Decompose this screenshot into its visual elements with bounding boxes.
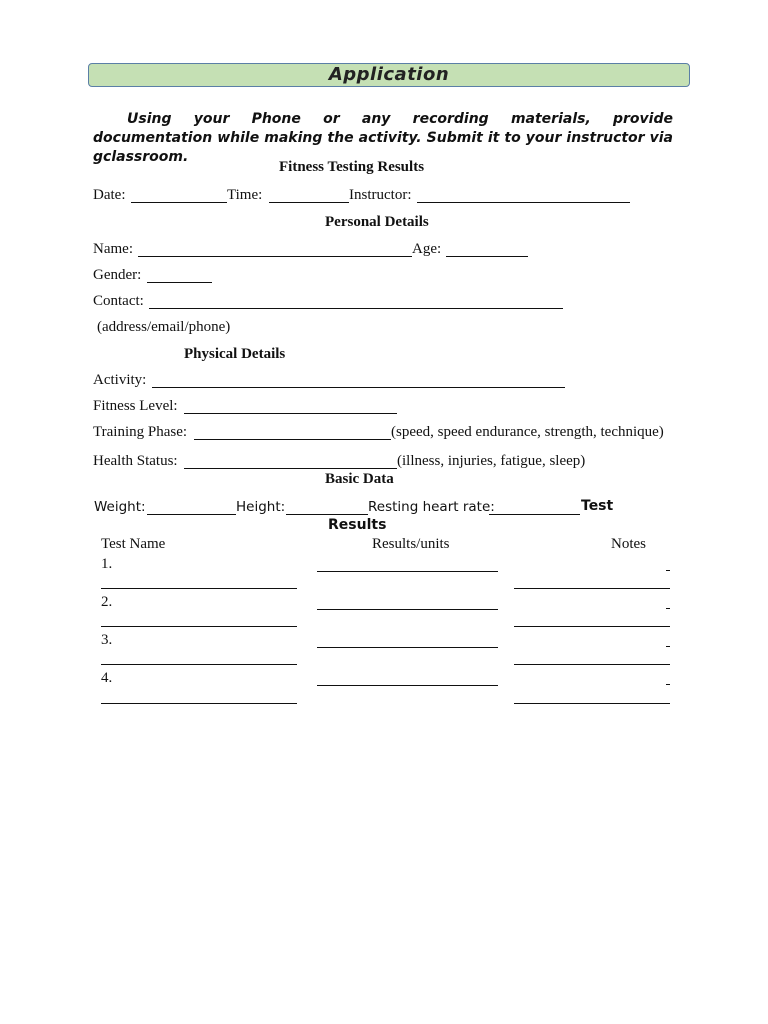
row-2-test-name-field[interactable] bbox=[101, 626, 297, 627]
row-number-4: 4. bbox=[101, 670, 113, 686]
training-phase-hint: (speed, speed endurance, strength, technique) bbox=[391, 424, 664, 440]
title-banner bbox=[88, 63, 690, 87]
instructor-label: Instructor: bbox=[349, 187, 412, 203]
row-4-notes-field[interactable] bbox=[514, 703, 670, 704]
row-3-test-name-field[interactable] bbox=[101, 664, 297, 665]
activity-field[interactable] bbox=[152, 387, 565, 388]
date-field[interactable] bbox=[131, 202, 227, 203]
gender-field[interactable] bbox=[147, 282, 212, 283]
row-4-test-name-field[interactable] bbox=[101, 703, 297, 704]
contact-field[interactable] bbox=[149, 308, 563, 309]
row-number-3: 3. bbox=[101, 632, 113, 648]
row-4-notes-tick bbox=[666, 684, 670, 685]
row-1-notes-tick bbox=[666, 570, 670, 571]
age-label: Age: bbox=[412, 241, 442, 257]
heading-physical-details: Physical Details bbox=[184, 346, 286, 362]
row-4-results-field[interactable] bbox=[317, 685, 498, 686]
instructions-text: Using your Phone or any recording materials, provide documentation while making the activity. Submit it to your instructor via gclassroom. bbox=[93, 111, 673, 165]
resting-heart-rate-field[interactable] bbox=[489, 514, 580, 515]
column-header-results-units: Results/units bbox=[372, 536, 450, 552]
time-field[interactable] bbox=[269, 202, 349, 203]
activity-label: Activity: bbox=[93, 372, 147, 388]
instructor-field[interactable] bbox=[417, 202, 630, 203]
row-2-notes-tick bbox=[666, 608, 670, 609]
row-3-notes-tick bbox=[666, 646, 670, 647]
health-status-label: Health Status: bbox=[93, 453, 178, 469]
heading-fitness-testing-results: Fitness Testing Results bbox=[279, 159, 425, 175]
heading-test: Test bbox=[581, 498, 614, 514]
weight-label: Weight: bbox=[94, 499, 146, 515]
contact-label: Contact: bbox=[93, 293, 144, 309]
health-status-hint: (illness, injuries, fatigue, sleep) bbox=[397, 453, 586, 469]
heading-basic-data: Basic Data bbox=[325, 471, 394, 487]
height-field[interactable] bbox=[286, 514, 368, 515]
column-header-notes: Notes bbox=[611, 536, 646, 552]
heading-results: Results bbox=[328, 517, 387, 533]
name-field[interactable] bbox=[138, 256, 412, 257]
row-1-notes-field[interactable] bbox=[514, 588, 670, 589]
row-1-results-field[interactable] bbox=[317, 571, 498, 572]
row-1-test-name-field[interactable] bbox=[101, 588, 297, 589]
column-header-test-name: Test Name bbox=[101, 536, 166, 552]
training-phase-field[interactable] bbox=[194, 439, 391, 440]
gender-label: Gender: bbox=[93, 267, 142, 283]
fitness-level-label: Fitness Level: bbox=[93, 398, 178, 414]
heading-personal-details: Personal Details bbox=[325, 214, 429, 230]
training-phase-label: Training Phase: bbox=[93, 424, 188, 440]
contact-hint: (address/email/phone) bbox=[97, 319, 231, 335]
age-field[interactable] bbox=[446, 256, 528, 257]
row-number-1: 1. bbox=[101, 556, 113, 572]
row-number-2: 2. bbox=[101, 594, 113, 610]
row-2-notes-field[interactable] bbox=[514, 626, 670, 627]
weight-field[interactable] bbox=[147, 514, 236, 515]
health-status-field[interactable] bbox=[184, 468, 397, 469]
name-label: Name: bbox=[93, 241, 133, 257]
row-3-results-field[interactable] bbox=[317, 647, 498, 648]
row-3-notes-field[interactable] bbox=[514, 664, 670, 665]
resting-heart-rate-label: Resting heart rate: bbox=[368, 499, 495, 515]
row-2-results-field[interactable] bbox=[317, 609, 498, 610]
page-title: Application bbox=[328, 64, 450, 85]
date-label: Date: bbox=[93, 187, 126, 203]
fitness-level-field[interactable] bbox=[184, 413, 397, 414]
time-label: Time: bbox=[227, 187, 263, 203]
height-label: Height: bbox=[236, 499, 286, 515]
